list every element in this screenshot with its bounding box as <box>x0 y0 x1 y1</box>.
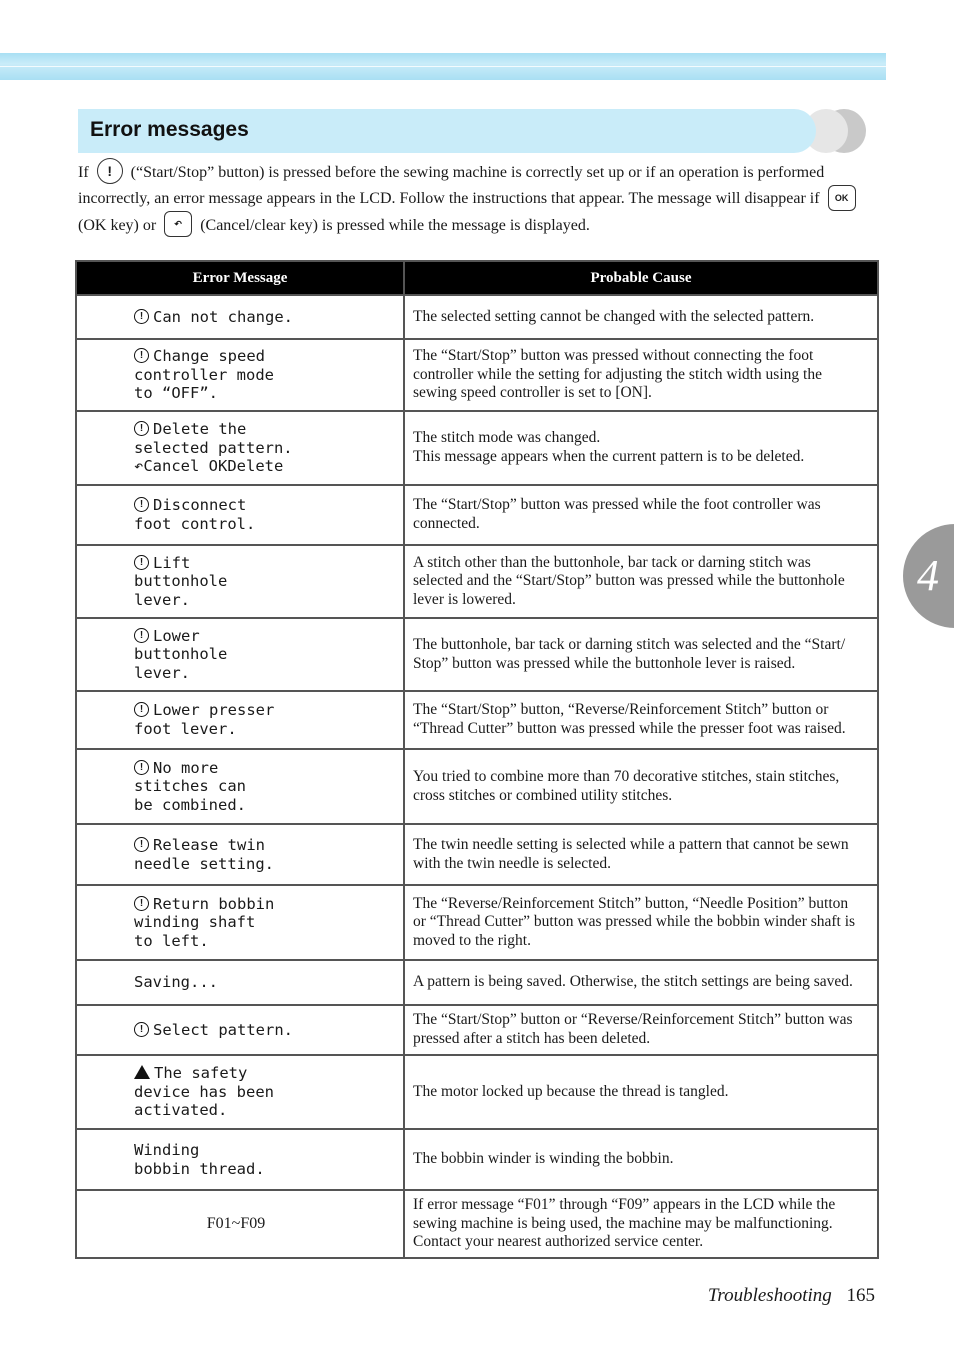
table-row <box>76 960 878 1005</box>
error-message-cell <box>76 1190 404 1258</box>
error-message-cell <box>76 1055 404 1129</box>
probable-cause-cell: The “Start/Stop” button was pressed without connecting the foot controller while the setting for adjusting the stitch width using the sewing speed controller is set to [ON]. <box>404 339 878 411</box>
lcd-message-text: Delete the selected pattern. ↶Cancel OKDelete <box>134 420 293 476</box>
info-icon: ! <box>134 628 149 643</box>
ok-key-icon: OK <box>828 185 856 211</box>
info-icon: ! <box>134 309 149 324</box>
error-message-cell <box>76 618 404 691</box>
info-icon: ! <box>134 497 149 512</box>
lcd-message-text: Select pattern. <box>153 1020 293 1039</box>
table-row <box>76 295 878 339</box>
lcd-message-text: The safety device has been activated. <box>134 1064 274 1120</box>
error-message-cell <box>76 545 404 618</box>
error-message-cell <box>76 1129 404 1190</box>
probable-cause-cell: You tried to combine more than 70 decorative stitches, stain stitches, cross stitches or combined utility stitches. <box>404 749 878 824</box>
error-messages-table <box>75 260 879 1259</box>
error-message-cell <box>76 411 404 485</box>
error-message-cell <box>76 339 404 411</box>
table-row <box>76 691 878 749</box>
probable-cause-cell: The motor locked up because the thread is tangled. <box>404 1055 878 1129</box>
info-icon: ! <box>134 896 149 911</box>
info-icon: ! <box>134 555 149 570</box>
table-row <box>76 1005 878 1055</box>
error-message-cell <box>76 824 404 885</box>
probable-cause-cell: The selected setting cannot be changed with the selected pattern. <box>404 295 878 339</box>
table-row <box>76 749 878 824</box>
error-message-cell <box>76 1005 404 1055</box>
table-row <box>76 339 878 411</box>
info-icon: ! <box>134 421 149 436</box>
start-stop-icon: ! <box>97 158 123 184</box>
section-title: Error messages <box>90 118 249 141</box>
lcd-message-text: Can not change. <box>153 307 293 326</box>
lcd-message-text: Saving... <box>134 973 218 992</box>
lcd-message-text: Return bobbin winding shaft to left. <box>134 894 275 950</box>
table-row <box>76 1190 878 1258</box>
probable-cause-cell: The “Start/Stop” button was pressed while the foot controller was connected. <box>404 485 878 545</box>
intro-paragraph <box>78 160 878 239</box>
info-icon: ! <box>134 348 149 363</box>
table-row <box>76 1055 878 1129</box>
table-row <box>76 545 878 618</box>
error-message-cell <box>76 691 404 749</box>
header-probable-cause: Probable Cause <box>404 261 878 295</box>
probable-cause-cell: The “Start/Stop” button, “Reverse/Reinforcement Stitch” button or “Thread Cutter” button was pressed while the presser foot was raised. <box>404 691 878 749</box>
probable-cause-cell: The “Reverse/Reinforcement Stitch” button, “Needle Position” button or “Thread Cutter” button was pressed while the bobbin winder shaft is moved to the right. <box>404 885 878 960</box>
error-message-cell <box>76 295 404 339</box>
section-heading <box>78 109 816 153</box>
probable-cause-cell: The buttonhole, bar tack or darning stitch was selected and the “Start/ Stop” button was pressed while the buttonhole lever is raised. <box>404 618 878 691</box>
lcd-message-text: Lift buttonhole lever. <box>134 553 228 609</box>
intro-text-2: (“Start/Stop” button) is pressed before the sewing machine is correctly set up or if an operation is performed incorrectly, an error message appears in the LCD. Follow the instructions that appear. The message will disappear if <box>78 164 825 208</box>
probable-cause-cell: A pattern is being saved. Otherwise, the stitch settings are being saved. <box>404 960 878 1005</box>
info-icon: ! <box>134 760 149 775</box>
lcd-message-text: No more stitches can be combined. <box>134 758 246 814</box>
table-row <box>76 485 878 545</box>
table-row <box>76 618 878 691</box>
error-message-cell <box>76 485 404 545</box>
probable-cause-cell: A stitch other than the buttonhole, bar tack or darning stitch was selected and the “Start/Stop” button was pressed while the buttonhole lever is lowered. <box>404 545 878 618</box>
footer-section: Troubleshooting <box>707 1285 832 1306</box>
error-message-cell <box>76 749 404 824</box>
chapter-tab <box>903 524 954 628</box>
probable-cause-cell: The twin needle setting is selected while a pattern that cannot be sewn with the twin needle is selected. <box>404 824 878 885</box>
probable-cause-cell: The “Start/Stop” button or “Reverse/Reinforcement Stitch” button was pressed after a stitch has been deleted. <box>404 1005 878 1055</box>
lcd-message-text: Disconnect foot control. <box>134 496 256 533</box>
lcd-message-text: Lower presser foot lever. <box>134 701 275 738</box>
info-icon: ! <box>134 837 149 852</box>
probable-cause-cell: The bobbin winder is winding the bobbin. <box>404 1129 878 1190</box>
error-message-cell <box>76 885 404 960</box>
intro-text-1: If <box>78 164 89 181</box>
lcd-message-text: Lower buttonhole lever. <box>134 626 228 682</box>
table-row <box>76 824 878 885</box>
table-row <box>76 1129 878 1190</box>
table-header-row <box>76 261 878 295</box>
warning-icon <box>134 1065 150 1079</box>
top-color-band <box>0 53 886 80</box>
page-footer <box>708 1285 875 1307</box>
chapter-number: 4 <box>917 551 939 600</box>
info-icon: ! <box>134 1022 149 1037</box>
lcd-message-text: Release twin needle setting. <box>134 835 274 873</box>
probable-cause-cell: The stitch mode was changed. This message appears when the current pattern is to be deleted. <box>404 411 878 485</box>
table-row <box>76 885 878 960</box>
intro-text-3: (OK key) or <box>78 216 157 234</box>
lcd-message-text: Change speed controller mode to “OFF”. <box>134 347 274 403</box>
intro-text-4: (Cancel/clear key) is pressed while the message is displayed. <box>200 216 590 234</box>
table-row <box>76 411 878 485</box>
info-icon: ! <box>134 702 149 717</box>
lcd-message-text: F01~F09 <box>206 1214 266 1232</box>
cancel-key-icon: ↶ <box>164 211 192 237</box>
probable-cause-cell: If error message “F01” through “F09” appears in the LCD while the sewing machine is being used, the machine may be malfunctioning. Contact your nearest authorized service center. <box>404 1190 878 1258</box>
lcd-message-text: Winding bobbin thread. <box>134 1140 265 1178</box>
error-message-cell <box>76 960 404 1005</box>
header-error-message: Error Message <box>76 261 404 295</box>
page-number: 165 <box>846 1285 875 1306</box>
